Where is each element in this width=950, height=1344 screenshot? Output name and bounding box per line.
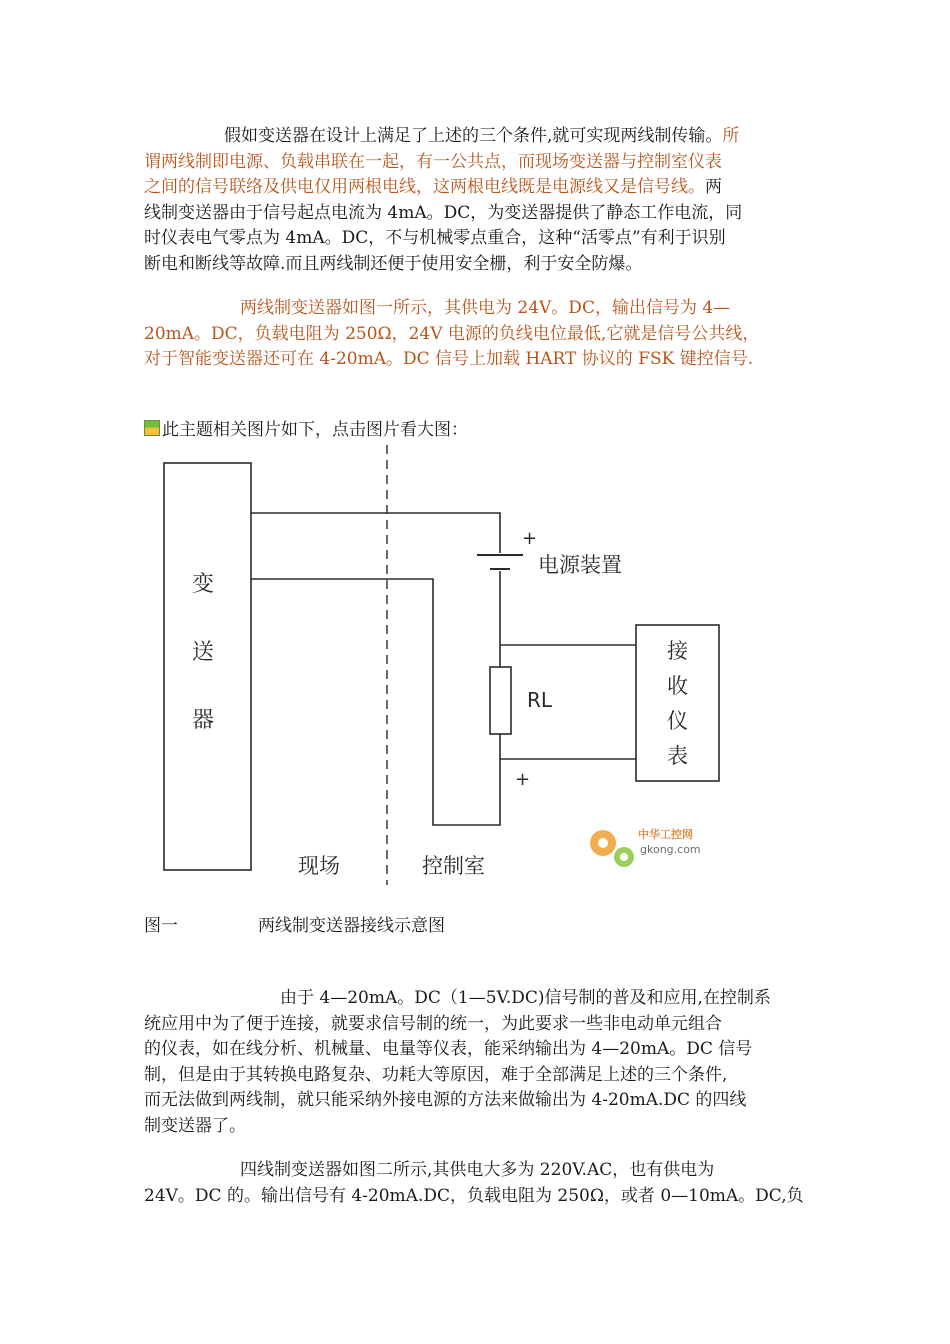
p1-line-3-b: 两 (705, 177, 722, 197)
p4-line-2: 24V。DC 的。输出信号有 4-20mA.DC，负载电阻为 250Ω，或者 0—10mA。DC,负 (144, 1185, 804, 1206)
caption-figure: 图一 (144, 916, 178, 936)
wire-top (251, 513, 500, 553)
power-supply-label: 电源装置 (538, 553, 622, 577)
wire-second (251, 579, 500, 825)
p4-line-1-text: 四线制变送器如图二所示,其供电大多为 220V.AC，也有供电为 (240, 1160, 715, 1180)
figure-caption (144, 914, 445, 938)
transmitter-char-1: 变 (192, 572, 215, 597)
p1-line-5: 时仪表电气零点为 4mA。DC，不与机械零点重合，这种“活零点”有利于识别 (144, 228, 726, 248)
receiver-char-4: 表 (667, 744, 688, 768)
p1-line-1-a: 假如变送器在设计上满足了上述的三个条件,就可实现两线制传输。 (224, 126, 723, 146)
plus-bottom: + (515, 769, 531, 790)
receiver-char-3: 仪 (667, 709, 688, 733)
p3-line-1-text: 由于 4—20mA。DC（1—5V.DC)信号制的普及和应用,在控制系 (280, 988, 771, 1008)
resistor-label: RL (527, 688, 553, 712)
resistor-rl (490, 667, 511, 734)
p1-line-3 (144, 175, 814, 201)
image-icon (144, 420, 160, 436)
p3-line-2: 统应用中为了便于连接，就要求信号制的统一，为此要求一些非电动单元组合 (144, 1013, 722, 1034)
caption-title: 两线制变送器接线示意图 (258, 916, 445, 936)
p1-line-3-a: 之间的信号联络及供电仅用两根电线，这两根电线既是电源线又是信号线。 (144, 177, 705, 197)
p2-line-1 (144, 296, 814, 322)
image-note[interactable] (144, 418, 468, 442)
paragraph-3 (144, 986, 814, 1139)
p1-line-6: 断电和断线等故障.而且两线制还便于使用安全栅，利于安全防爆。 (144, 253, 643, 274)
p2-line-2: 20mA。DC，负载电阻为 250Ω，24V 电源的负线电位最低,它就是信号公共线， (144, 323, 760, 344)
plus-top: + (522, 528, 538, 549)
p3-line-6: 制变送器了。 (144, 1115, 246, 1136)
p3-line-5: 而无法做到两线制，就只能采纳外接电源的方法来做输出为 4-20mA.DC 的四线 (144, 1090, 747, 1110)
watermark-cn: 中华工控网 (638, 828, 693, 841)
receiver-char-2: 收 (667, 674, 688, 698)
transmitter-char-3: 器 (192, 708, 215, 733)
p3-line-3: 的仪表，如在线分析、机械量、电量等仪表，能采纳输出为 4—20mA。DC 信号 (144, 1039, 753, 1059)
wire-resistor-receiver (500, 734, 636, 759)
image-note-text: 此主题相关图片如下，点击图片看大图： (162, 420, 468, 440)
p1-line-4: 线制变送器由于信号起点电流为 4mA。DC，为变送器提供了静态工作电流，同 (144, 202, 743, 223)
wiring-diagram[interactable] (140, 445, 760, 890)
p1-line-1-b: 所 (722, 126, 740, 146)
paragraph-1 (144, 124, 814, 277)
p3-line-4: 制，但是由于其转换电路复杂、功耗大等原因，难于全部满足上述的三个条件, (144, 1064, 728, 1085)
watermark-en: gkong.com (640, 843, 701, 856)
p2-line-3: 对于智能变送器还可在 4-20mA。DC 信号上加载 HART 协议的 FSK 键控信号. (144, 349, 754, 369)
wire-battery-receiver (500, 571, 636, 645)
transmitter-char-2: 送 (192, 640, 215, 665)
p1-line-1 (144, 124, 814, 150)
transmitter-box (164, 463, 251, 870)
paragraph-4 (144, 1158, 814, 1209)
p3-line-1 (144, 986, 814, 1012)
p1-line-2: 谓两线制即电源、负载串联在一起，有一公共点，而现场变送器与控制室仪表 (144, 151, 722, 172)
p2-line-1-text: 两线制变送器如图一所示，其供电为 24V。DC，输出信号为 4— (240, 298, 731, 318)
field-label: 现场 (298, 854, 340, 878)
receiver-char-1: 接 (667, 639, 688, 663)
gkong-watermark (590, 827, 701, 867)
paragraph-2 (144, 296, 814, 373)
control-room-label: 控制室 (422, 854, 485, 878)
p4-line-1 (144, 1158, 814, 1184)
